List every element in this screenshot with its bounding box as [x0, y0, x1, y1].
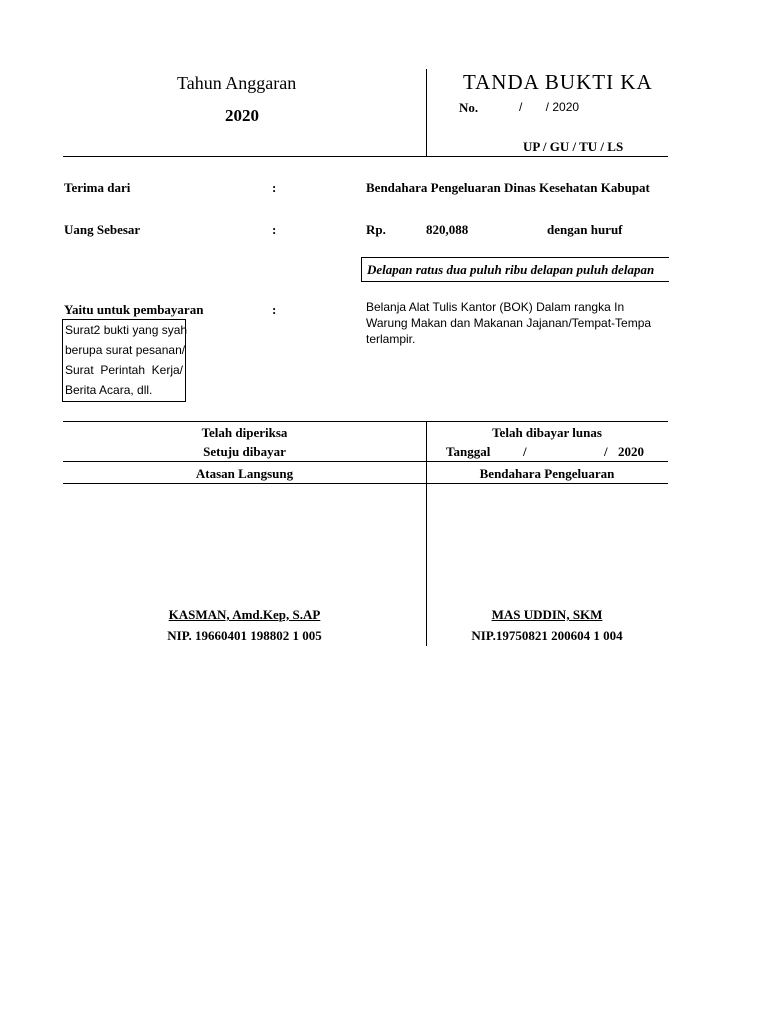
- supervisor-role: Atasan Langsung: [195, 466, 294, 481]
- note-line-2: berupa surat pesanan/: [65, 343, 186, 357]
- header-divider: [426, 69, 427, 156]
- year-value: 2020: [225, 106, 259, 125]
- amount-colon: :: [272, 222, 277, 237]
- supervisor-nip: NIP. 19660401 198802 1 005: [167, 628, 322, 643]
- date-separator-1: /: [523, 444, 527, 459]
- supervisor-name: KASMAN, Amd.Kep, S.AP: [168, 607, 321, 622]
- note-line-1: Surat2 bukti yang syah: [65, 323, 188, 337]
- signature-top-rule: [63, 421, 668, 422]
- note-line-4: Berita Acara, dll.: [65, 383, 153, 397]
- purpose-colon: :: [272, 302, 277, 317]
- currency-label: Rp.: [366, 222, 386, 237]
- year-label: Tahun Anggaran: [177, 73, 297, 93]
- in-words-label: dengan huruf: [547, 222, 623, 237]
- received-from-colon: :: [272, 180, 277, 195]
- checked-label: Telah diperiksa: [201, 425, 288, 440]
- purpose-line-1: Belanja Alat Tulis Kantor (BOK) Dalam rangka In: [366, 300, 625, 314]
- purpose-line-2: Warung Makan dan Makanan Jajanan/Tempat-Tempa: [366, 316, 652, 330]
- amount-in-words: Delapan ratus dua puluh ribu delapan puluh delapan: [367, 262, 655, 277]
- date-label: Tanggal: [446, 444, 491, 459]
- amount-value: 820,088: [426, 222, 469, 237]
- date-year: 2020: [618, 444, 644, 459]
- note-line-3: Surat Perintah Kerja/: [65, 363, 183, 377]
- document-title: TANDA BUKTI KA: [463, 70, 653, 94]
- signature-mid-rule: [63, 461, 668, 462]
- treasurer-name: MAS UDDIN, SKM: [491, 607, 603, 622]
- header-bottom-rule: [63, 156, 668, 157]
- signature-role-rule: [63, 483, 668, 484]
- number-value: / / 2020: [519, 100, 580, 114]
- date-separator-2: /: [604, 444, 608, 459]
- treasurer-role: Bendahara Pengeluaran: [479, 466, 615, 481]
- number-label: No.: [459, 100, 479, 115]
- amount-label: Uang Sebesar: [64, 222, 141, 237]
- payment-types: UP / GU / TU / LS: [523, 139, 624, 154]
- amount-in-words-box: [361, 257, 669, 282]
- received-from-value: Bendahara Pengeluaran Dinas Kesehatan Kabupat: [366, 180, 650, 195]
- treasurer-nip: NIP.19750821 200604 1 004: [471, 628, 623, 643]
- purpose-line-3: terlampir.: [366, 332, 416, 346]
- received-from-label: Terima dari: [64, 180, 131, 195]
- supporting-documents-note: [62, 319, 186, 402]
- approved-label: Setuju dibayar: [203, 444, 286, 459]
- paid-in-full-label: Telah dibayar lunas: [492, 425, 602, 440]
- purpose-label: Yaitu untuk pembayaran: [64, 302, 204, 317]
